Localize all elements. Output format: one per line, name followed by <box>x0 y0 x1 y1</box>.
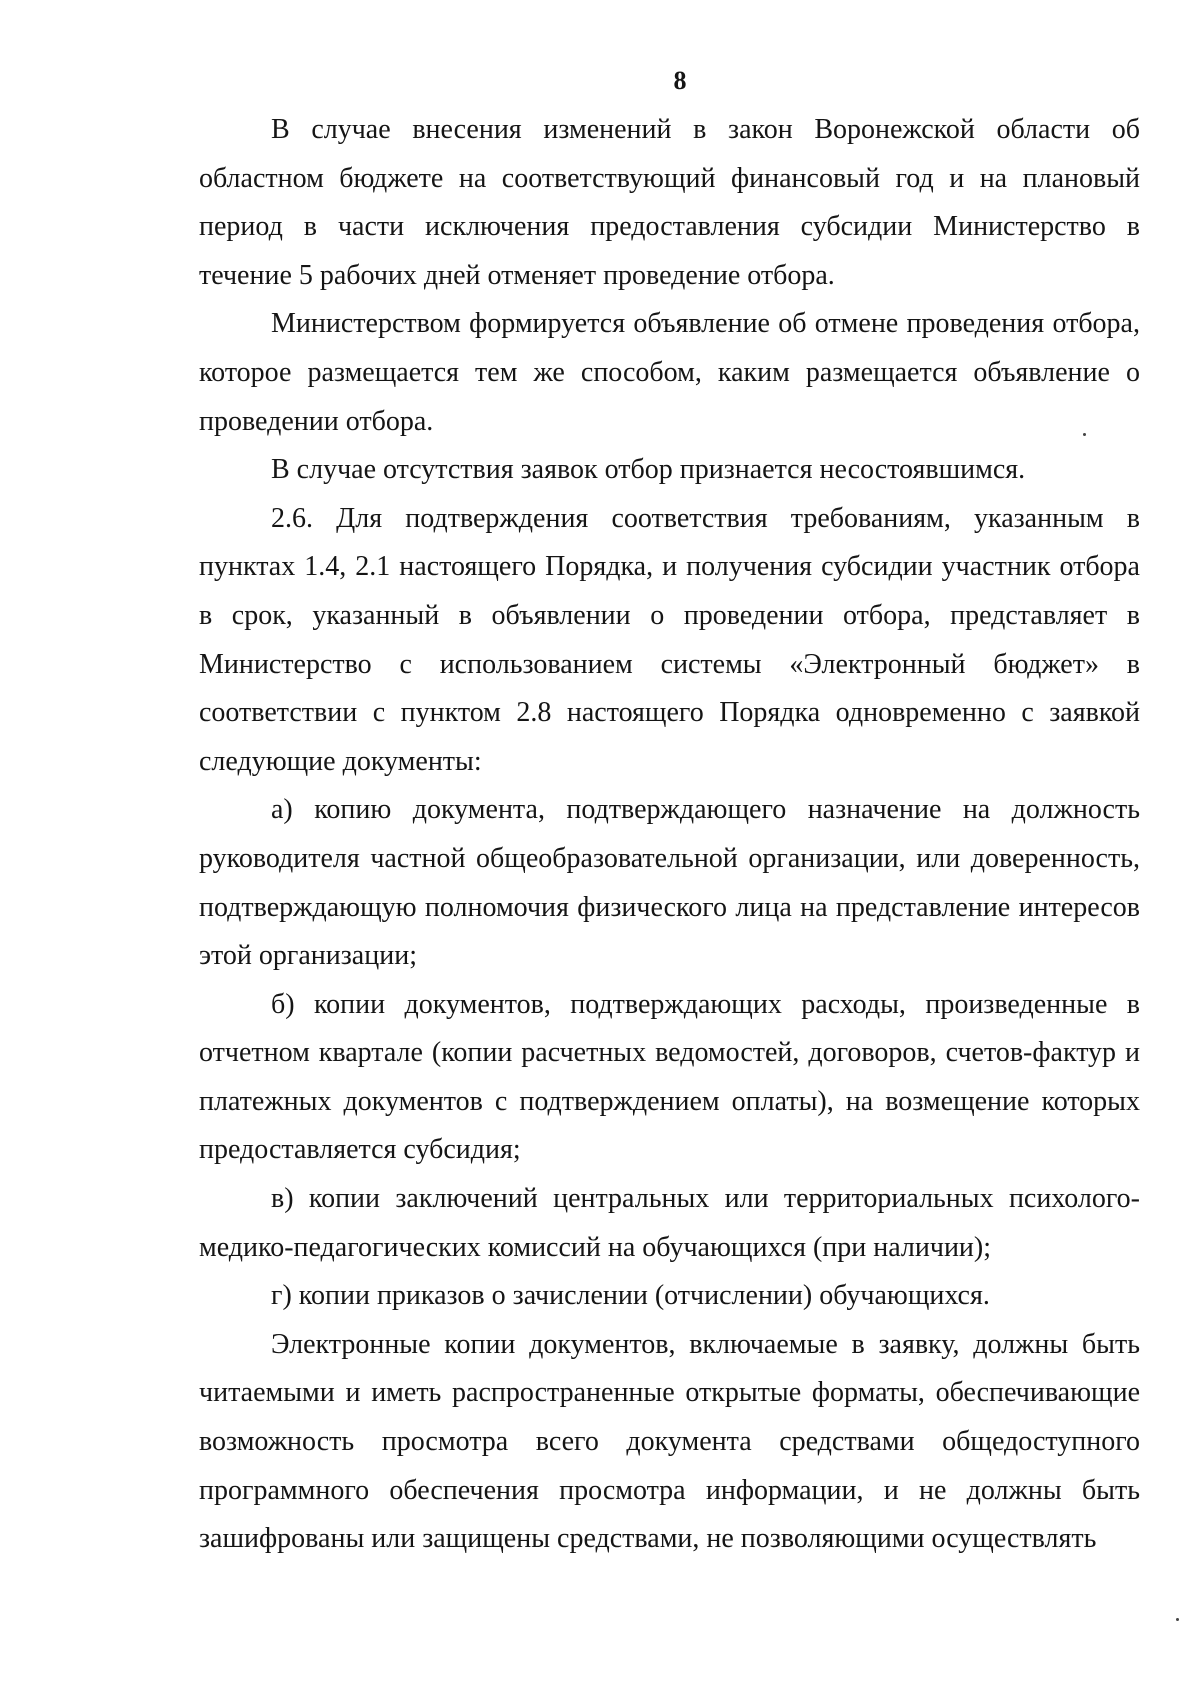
paragraph-no-applications: В случае отсутствия заявок отбор признается несостоявшимся. <box>271 454 1026 486</box>
list-item-v: в) копии заключений центральных или территориальных психолого-медико-педагогических комиссий на обучающихся (при наличии); <box>199 1183 1140 1263</box>
scan-speck <box>1083 433 1086 436</box>
list-item-g: г) копии приказов о зачислении (отчислении) обучающихся. <box>271 1280 990 1312</box>
list-item-a: а) копию документа, подтверждающего назначение на должность руководителя частной общеобразовательной организации, или доверенность, подтверждающую полномочия физического лица на представление интересов этой организации; <box>199 794 1140 972</box>
paragraph-electronic-copies: Электронные копии документов, включаемые в заявку, должны быть читаемыми и иметь распространенные открытые форматы, обеспечивающие возможность просмотра всего документа средствами общедоступного программного обеспечения просмотра информации, и не должны быть зашифрованы или защищены средствами, не позволяющими осуществлять <box>199 1328 1140 1555</box>
paragraph-2-6: 2.6. Для подтверждения соответствия требованиям, указанным в пунктах 1.4, 2.1 настоящего Порядка, и получения субсидии участник отбора в срок, указанный в объявлении о проведении отбора, представляет в Министерство с использованием системы «Электронный бюджет» в соответствии с пунктом 2.8 настоящего Порядка одновременно с заявкой следующие документы: <box>199 502 1140 777</box>
page-number: 8 <box>673 66 687 95</box>
list-item-b: б) копии документов, подтверждающих расходы, произведенные в отчетном квартале (копии расчетных ведомостей, договоров, счетов-фактур и платежных документов с подтверждением оплаты), на возмещение которых предоставляется субсидия; <box>199 988 1140 1166</box>
document-body <box>199 106 1140 1564</box>
paragraph-budget-change: В случае внесения изменений в закон Воронежской области об областном бюджете на соответствующий финансовый год и на плановый период в части исключения предоставления субсидии Министерство в течение 5 рабочих дней отменяет проведение отбора. <box>199 114 1140 291</box>
scan-speck <box>1176 1618 1179 1621</box>
paragraph-cancellation-notice: Министерством формируется объявление об отмене проведения отбора, которое размещается тем же способом, каким размещается объявление о проведении отбора. <box>199 308 1140 437</box>
